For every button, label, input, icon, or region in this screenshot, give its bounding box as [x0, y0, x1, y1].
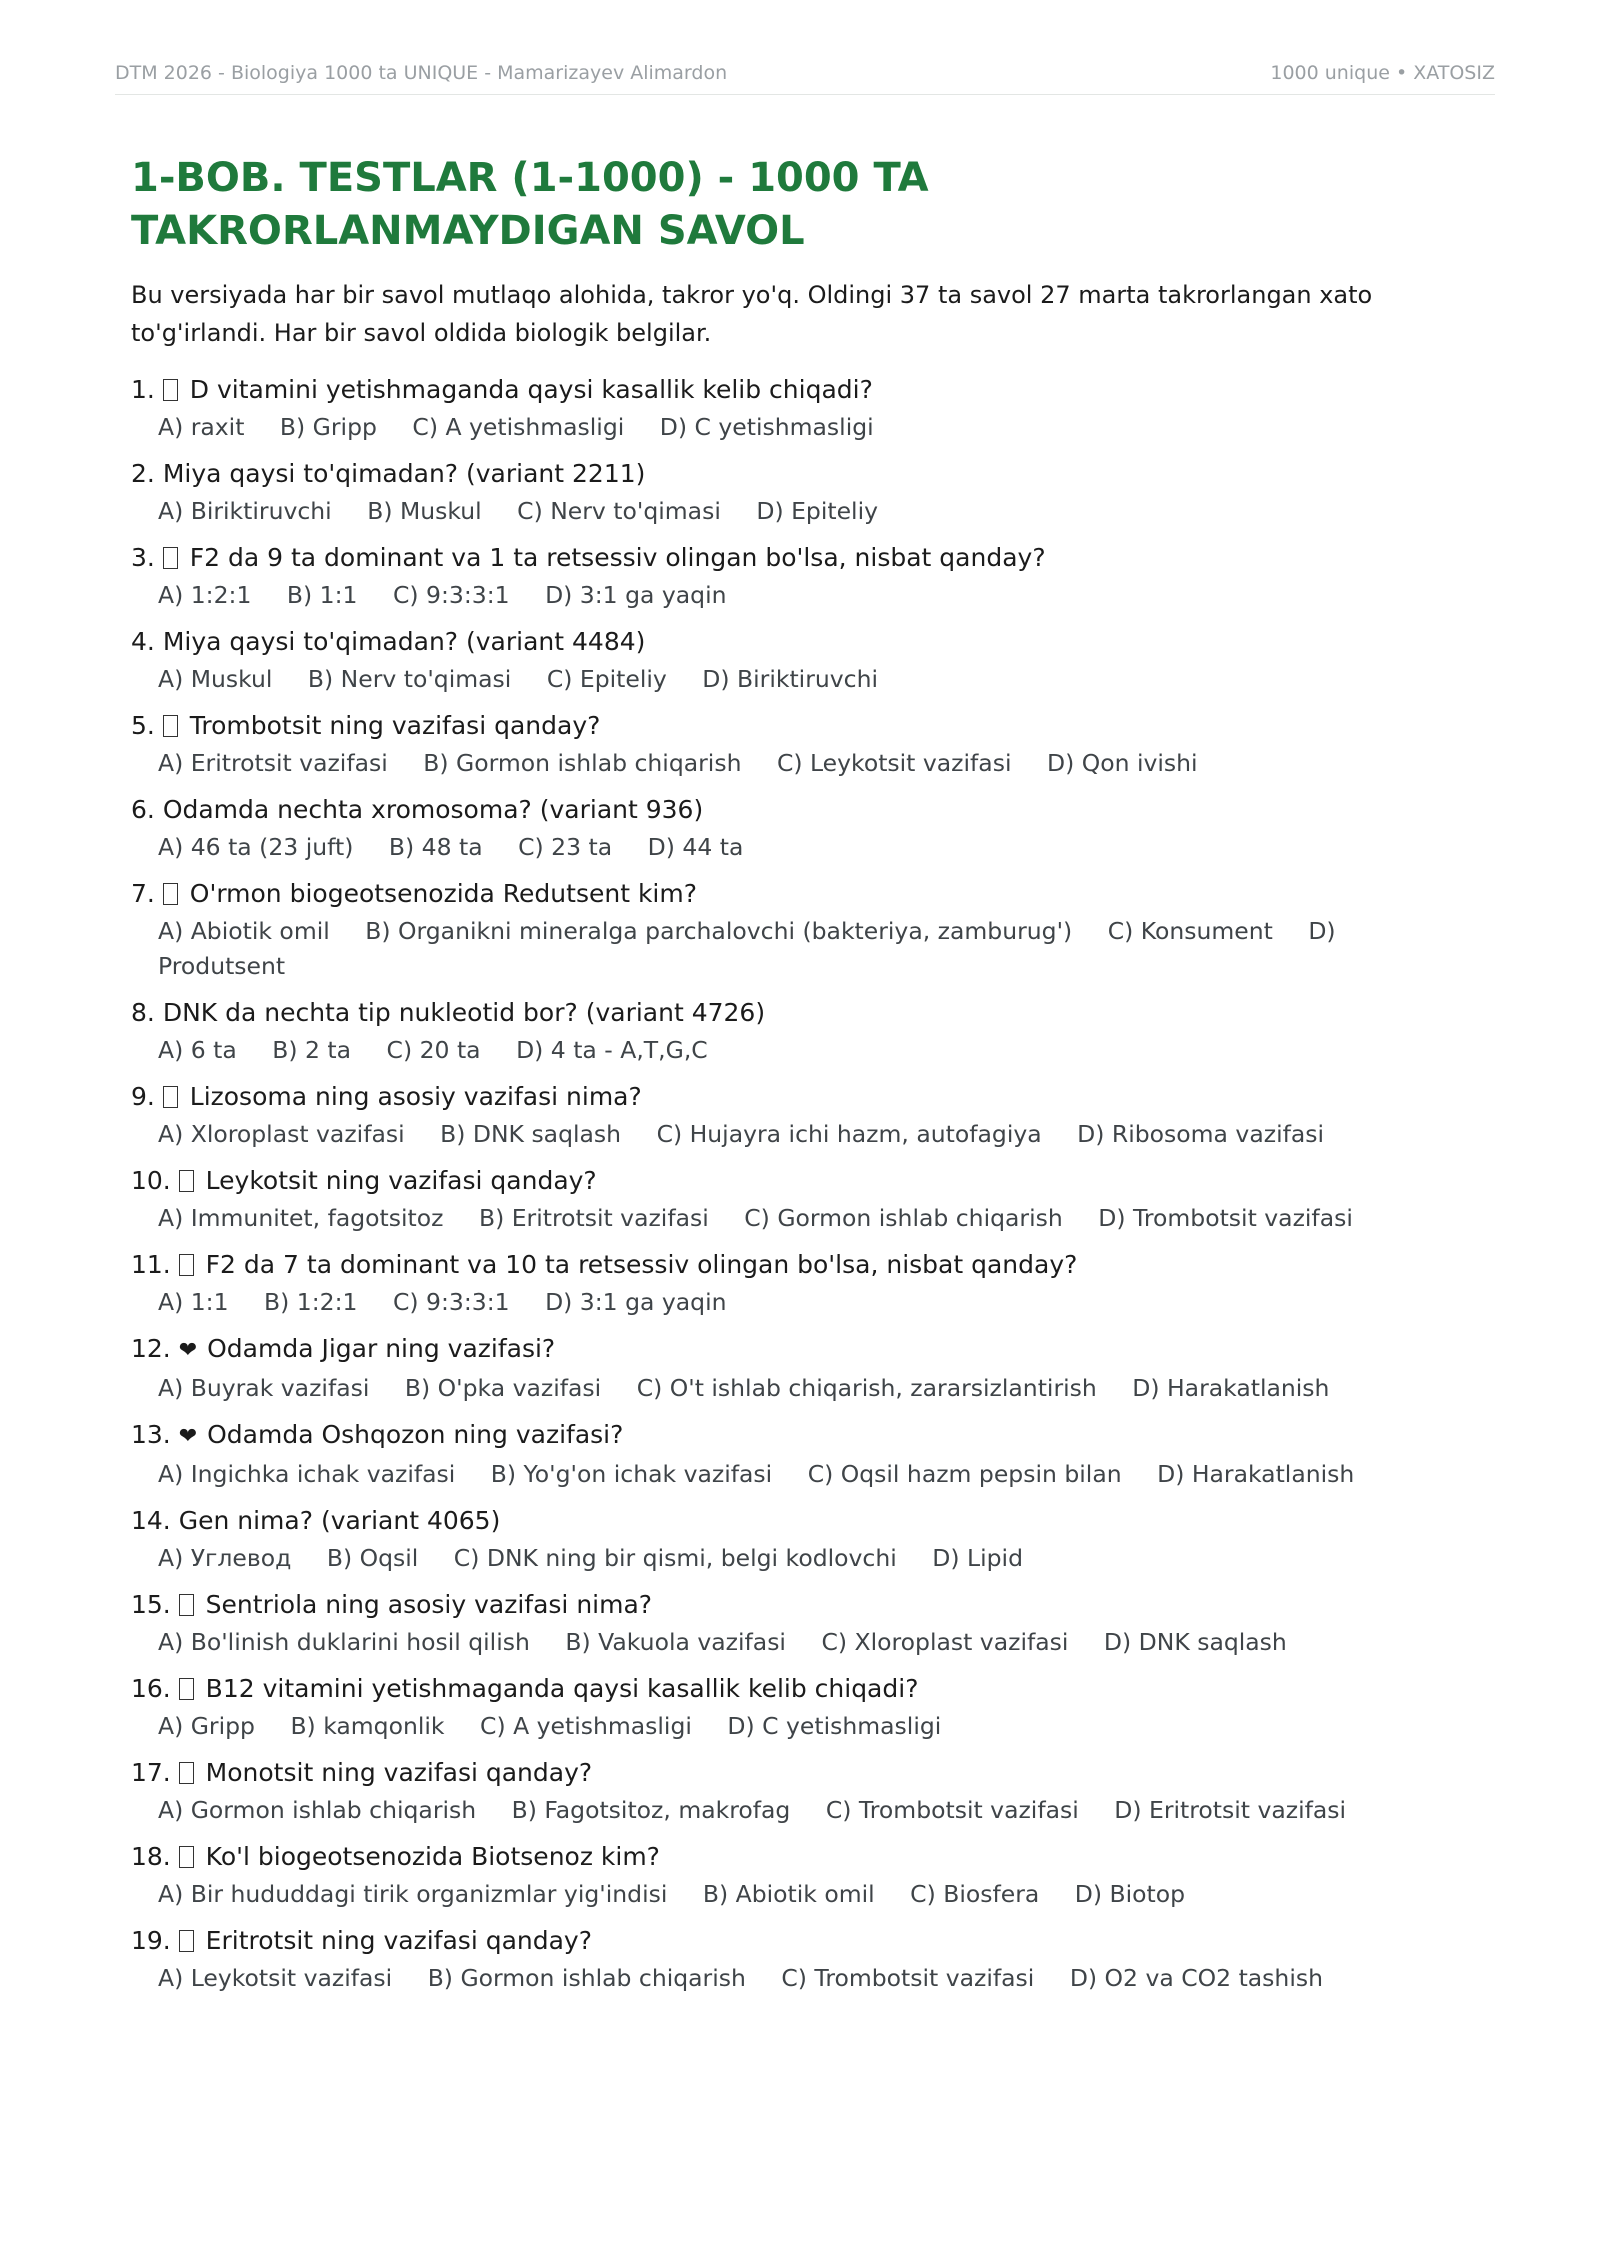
- answer-option: D) DNK saqlash: [1103, 1628, 1287, 1656]
- answer-option: A) Углевод: [158, 1544, 292, 1572]
- chapter-intro: Bu versiyada har bir savol mutlaqo alohida, takror yo'q. Oldingi 37 ta savol 27 marta takrorlangan xato to'g'irlandi. Har bir savol oldida biologik belgilar.: [131, 281, 1373, 347]
- question-item: [131, 1329, 1491, 1406]
- answer-option: A) 6 ta: [158, 1036, 237, 1064]
- heart-icon: ❤: [178, 1338, 198, 1363]
- answer-option: A) 1:2:1: [158, 581, 252, 609]
- answer-option: D) Epiteliy: [756, 497, 879, 525]
- missing-glyph-icon: [163, 883, 178, 905]
- question-line: [131, 1669, 1491, 1709]
- question-number: 11.: [131, 1250, 171, 1279]
- answer-option: B) Muskul: [367, 497, 482, 525]
- answer-options: [131, 1117, 1388, 1152]
- heart-icon: ❤: [178, 1424, 198, 1449]
- question-item: [131, 1077, 1491, 1152]
- answer-option: B) O'pka vazifasi: [404, 1374, 602, 1402]
- answer-option: A) Buyrak vazifasi: [158, 1374, 370, 1402]
- answer-option: C) Leykotsit vazifasi: [776, 749, 1012, 777]
- answer-option: D) Produtsent: [158, 917, 1336, 980]
- question-text: Sentriola ning asosiy vazifasi nima?: [205, 1590, 653, 1619]
- question-text: Miya qaysi to'qimadan? (variant 4484): [162, 627, 646, 656]
- answer-option: D) Harakatlanish: [1157, 1460, 1355, 1488]
- answer-options: [131, 746, 1388, 781]
- answer-option: C) Oqsil hazm pepsin bilan: [807, 1460, 1122, 1488]
- answer-option: D) O2 va CO2 tashish: [1069, 1964, 1323, 1992]
- question-item: [131, 993, 1491, 1068]
- answer-option: C) O't ishlab chiqarish, zararsizlantirish: [636, 1374, 1097, 1402]
- answer-options: [131, 1285, 1388, 1320]
- question-text: B12 vitamini yetishmaganda qaysi kasallik kelib chiqadi?: [205, 1674, 919, 1703]
- question-text: Odamda nechta xromosoma? (variant 936): [162, 795, 704, 824]
- answer-options: [131, 578, 1388, 613]
- answer-option: D) 44 ta: [647, 833, 744, 861]
- answer-option: C) 20 ta: [386, 1036, 481, 1064]
- question-number: 9.: [131, 1082, 155, 1111]
- answer-option: A) Bo'linish duklarini hosil qilish: [158, 1628, 530, 1656]
- header-document-title: DTM 2026 - Biologiya 1000 ta UNIQUE - Mamarizayev Alimardon: [115, 62, 728, 84]
- answer-options: [131, 830, 1388, 865]
- question-item: [131, 874, 1491, 984]
- answer-option: D) Harakatlanish: [1132, 1374, 1330, 1402]
- question-item: [131, 622, 1491, 697]
- question-item: [131, 1753, 1491, 1828]
- answer-options: [131, 1709, 1388, 1744]
- question-number: 1.: [131, 375, 155, 404]
- answer-option: C) Xloroplast vazifasi: [821, 1628, 1069, 1656]
- answer-option: C) Trombotsit vazifasi: [781, 1964, 1035, 1992]
- answer-option: B) Oqsil: [326, 1544, 419, 1572]
- question-item: [131, 1245, 1491, 1320]
- answer-option: C) DNK ning bir qismi, belgi kodlovchi: [453, 1544, 897, 1572]
- answer-option: B) Vakuola vazifasi: [565, 1628, 786, 1656]
- answer-option: D) Qon ivishi: [1046, 749, 1198, 777]
- missing-glyph-icon: [179, 1678, 194, 1700]
- question-line: [131, 1585, 1491, 1625]
- answer-option: A) Xloroplast vazifasi: [158, 1120, 405, 1148]
- answer-option: D) Eritrotsit vazifasi: [1114, 1796, 1347, 1824]
- question-item: [131, 790, 1491, 865]
- answer-options: [131, 1625, 1388, 1660]
- question-number: 5.: [131, 711, 155, 740]
- answer-option: B) Eritrotsit vazifasi: [478, 1204, 709, 1232]
- answer-options: [131, 410, 1388, 445]
- question-line: [131, 1077, 1491, 1117]
- answer-option: D) Ribosoma vazifasi: [1077, 1120, 1325, 1148]
- running-header: [115, 62, 1495, 95]
- answer-options: [131, 1033, 1388, 1068]
- missing-glyph-icon: [179, 1254, 194, 1276]
- answer-option: B) 1:1: [286, 581, 358, 609]
- question-item: [131, 706, 1491, 781]
- question-text: D vitamini yetishmaganda qaysi kasallik kelib chiqadi?: [189, 375, 873, 404]
- question-number: 17.: [131, 1758, 171, 1787]
- answer-options: [131, 1457, 1388, 1492]
- answer-option: A) Ingichka ichak vazifasi: [158, 1460, 456, 1488]
- question-line: [131, 1837, 1491, 1877]
- question-line: [131, 454, 1491, 494]
- answer-options: [131, 494, 1388, 529]
- missing-glyph-icon: [163, 715, 178, 737]
- answer-option: C) Epiteliy: [546, 665, 667, 693]
- missing-glyph-icon: [163, 547, 178, 569]
- missing-glyph-icon: [163, 1086, 178, 1108]
- question-item: [131, 1921, 1491, 1996]
- question-text: Leykotsit ning vazifasi qanday?: [205, 1166, 597, 1195]
- answer-option: C) Trombotsit vazifasi: [825, 1796, 1079, 1824]
- answer-option: D) 4 ta - A,T,G,C: [516, 1036, 708, 1064]
- answer-options: [131, 914, 1388, 984]
- missing-glyph-icon: [179, 1594, 194, 1616]
- answer-option: C) Gormon ishlab chiqarish: [744, 1204, 1063, 1232]
- answer-option: A) Biriktiruvchi: [158, 497, 332, 525]
- answer-options: [131, 1201, 1388, 1236]
- answer-option: B) kamqonlik: [290, 1712, 445, 1740]
- question-number: 8.: [131, 998, 155, 1027]
- answer-options: [131, 1877, 1388, 1912]
- question-line: [131, 1329, 1491, 1371]
- question-list: [131, 370, 1491, 1996]
- answer-options: [131, 1371, 1388, 1406]
- answer-options: [131, 1961, 1388, 1996]
- question-line: [131, 1161, 1491, 1201]
- answer-option: D) Biotop: [1074, 1880, 1186, 1908]
- answer-option: D) 3:1 ga yaqin: [545, 581, 727, 609]
- answer-option: A) Gormon ishlab chiqarish: [158, 1796, 477, 1824]
- question-line: [131, 538, 1491, 578]
- answer-option: A) Muskul: [158, 665, 273, 693]
- question-number: 15.: [131, 1590, 171, 1619]
- answer-option: C) Biosfera: [910, 1880, 1040, 1908]
- question-item: [131, 1501, 1491, 1576]
- question-number: 7.: [131, 879, 155, 908]
- question-text: O'rmon biogeotsenozida Redutsent kim?: [189, 879, 697, 908]
- question-number: 3.: [131, 543, 155, 572]
- answer-option: B) Gripp: [279, 413, 377, 441]
- question-number: 4.: [131, 627, 155, 656]
- question-text: Odamda Oshqozon ning vazifasi?: [207, 1420, 624, 1449]
- answer-option: D) C yetishmasligi: [727, 1712, 942, 1740]
- question-item: [131, 1669, 1491, 1744]
- answer-option: A) 46 ta (23 juft): [158, 833, 354, 861]
- question-line: [131, 993, 1491, 1033]
- question-number: 6.: [131, 795, 155, 824]
- answer-option: A) Abiotik omil: [158, 917, 330, 945]
- question-text: Ko'l biogeotsenozida Biotsenoz kim?: [205, 1842, 660, 1871]
- question-item: [131, 1415, 1491, 1492]
- answer-options: [131, 662, 1388, 697]
- question-line: [131, 622, 1491, 662]
- answer-option: D) Biriktiruvchi: [702, 665, 879, 693]
- question-text: Monotsit ning vazifasi qanday?: [205, 1758, 593, 1787]
- answer-option: A) Bir hududdagi tirik organizmlar yig'indisi: [158, 1880, 668, 1908]
- answer-option: B) DNK saqlash: [440, 1120, 622, 1148]
- answer-option: B) Gormon ishlab chiqarish: [427, 1964, 746, 1992]
- chapter-title: 1-BOB. TESTLAR (1-1000) - 1000 TA TAKRORLANMAYDIGAN SAVOL: [131, 155, 929, 254]
- answer-option: B) Abiotik omil: [702, 1880, 875, 1908]
- answer-option: A) raxit: [158, 413, 245, 441]
- answer-option: A) Leykotsit vazifasi: [158, 1964, 393, 1992]
- question-item: [131, 370, 1491, 445]
- answer-option: C) Konsument: [1107, 917, 1273, 945]
- missing-glyph-icon: [179, 1930, 194, 1952]
- answer-option: D) C yetishmasligi: [659, 413, 874, 441]
- question-line: [131, 1245, 1491, 1285]
- question-text: Gen nima? (variant 4065): [178, 1506, 501, 1535]
- question-line: [131, 790, 1491, 830]
- missing-glyph-icon: [179, 1762, 194, 1784]
- answer-option: B) 1:2:1: [264, 1288, 358, 1316]
- question-line: [131, 1501, 1491, 1541]
- question-text: Eritrotsit ning vazifasi qanday?: [205, 1926, 592, 1955]
- answer-option: D) Trombotsit vazifasi: [1098, 1204, 1353, 1232]
- question-number: 16.: [131, 1674, 171, 1703]
- answer-option: A) 1:1: [158, 1288, 229, 1316]
- missing-glyph-icon: [179, 1170, 194, 1192]
- question-line: [131, 706, 1491, 746]
- question-text: F2 da 7 ta dominant va 10 ta retsessiv olingan bo'lsa, nisbat qanday?: [205, 1250, 1078, 1279]
- answer-option: B) Fagotsitoz, makrofag: [511, 1796, 791, 1824]
- question-item: [131, 538, 1491, 613]
- question-line: [131, 1921, 1491, 1961]
- question-text: DNK da nechta tip nukleotid bor? (variant 4726): [162, 998, 766, 1027]
- question-number: 10.: [131, 1166, 171, 1195]
- answer-option: C) Nerv to'qimasi: [517, 497, 721, 525]
- answer-option: B) 2 ta: [272, 1036, 352, 1064]
- question-number: 19.: [131, 1926, 171, 1955]
- answer-option: B) 48 ta: [388, 833, 483, 861]
- question-item: [131, 1837, 1491, 1912]
- answer-option: C) 9:3:3:1: [392, 1288, 510, 1316]
- question-number: 18.: [131, 1842, 171, 1871]
- question-number: 2.: [131, 459, 155, 488]
- answer-option: C) A yetishmasligi: [412, 413, 625, 441]
- question-text: Odamda Jigar ning vazifasi?: [207, 1334, 556, 1363]
- answer-options: [131, 1541, 1388, 1576]
- missing-glyph-icon: [163, 379, 178, 401]
- answer-option: C) 23 ta: [518, 833, 613, 861]
- answer-option: A) Immunitet, fagotsitoz: [158, 1204, 444, 1232]
- question-number: 13.: [131, 1420, 171, 1449]
- question-item: [131, 1161, 1491, 1236]
- answer-options: [131, 1793, 1388, 1828]
- answer-option: B) Organikni mineralga parchalovchi (bakteriya, zamburug'): [365, 917, 1073, 945]
- header-edition-label: 1000 unique • XATOSIZ: [1270, 62, 1495, 84]
- question-line: [131, 1415, 1491, 1457]
- question-text: F2 da 9 ta dominant va 1 ta retsessiv olingan bo'lsa, nisbat qanday?: [189, 543, 1046, 572]
- answer-option: D) Lipid: [932, 1544, 1023, 1572]
- question-item: [131, 454, 1491, 529]
- question-text: Lizosoma ning asosiy vazifasi nima?: [189, 1082, 642, 1111]
- answer-option: C) 9:3:3:1: [392, 581, 510, 609]
- missing-glyph-icon: [179, 1846, 194, 1868]
- answer-option: C) Hujayra ichi hazm, autofagiya: [656, 1120, 1042, 1148]
- question-text: Trombotsit ning vazifasi qanday?: [189, 711, 601, 740]
- question-text: Miya qaysi to'qimadan? (variant 2211): [162, 459, 646, 488]
- answer-option: B) Yo'g'on ichak vazifasi: [490, 1460, 773, 1488]
- answer-option: A) Gripp: [158, 1712, 255, 1740]
- question-number: 12.: [131, 1334, 171, 1363]
- answer-option: B) Gormon ishlab chiqarish: [423, 749, 742, 777]
- question-number: 14.: [131, 1506, 171, 1535]
- answer-option: D) 3:1 ga yaqin: [545, 1288, 727, 1316]
- main-content: [131, 152, 1491, 2005]
- question-line: [131, 1753, 1491, 1793]
- question-line: [131, 370, 1491, 410]
- answer-option: C) A yetishmasligi: [480, 1712, 692, 1740]
- question-item: [131, 1585, 1491, 1660]
- answer-option: A) Eritrotsit vazifasi: [158, 749, 388, 777]
- question-line: [131, 874, 1491, 914]
- answer-option: B) Nerv to'qimasi: [307, 665, 512, 693]
